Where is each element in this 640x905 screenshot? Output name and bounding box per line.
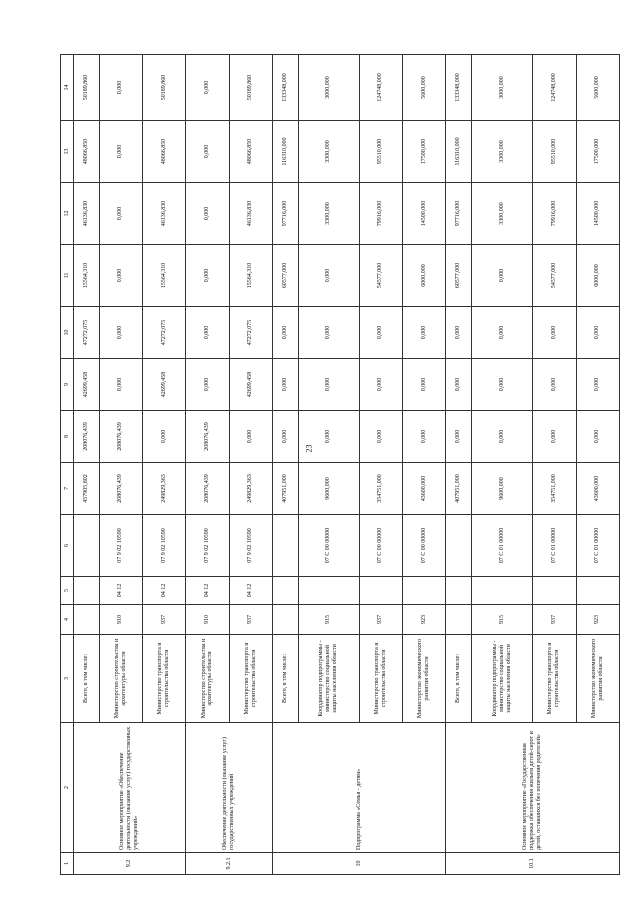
value-cell-c4: 923 [403, 605, 446, 635]
value-cell-c12: 97716,000 [272, 183, 298, 245]
value-cell-c13: 3300,000 [471, 121, 532, 183]
budget-table-rotated [60, 55, 620, 875]
value-cell-c13: 116310,000 [446, 121, 472, 183]
column-number: 1 [61, 853, 74, 875]
value-cell-c7: 9600,000 [471, 463, 532, 515]
value-cell-c10: 0,000 [446, 307, 472, 359]
value-cell-c9: 0,000 [298, 359, 359, 411]
value-cell-c9: 0,000 [576, 359, 620, 411]
executor-cell: Министерство транспорта и строительства области [229, 635, 272, 723]
value-cell-c4: 923 [576, 605, 620, 635]
column-number: 12 [61, 183, 74, 245]
value-cell-c9: 0,000 [186, 359, 229, 411]
column-number: 8 [61, 411, 74, 463]
value-cell-c8: 208076,439 [74, 411, 100, 463]
value-cell-c10: 0,000 [576, 307, 620, 359]
value-cell-c11: 60577,000 [446, 245, 472, 307]
value-cell-c6: 07 С 01 00000 [533, 515, 576, 577]
value-cell-c14: 50189,860 [229, 55, 272, 121]
value-cell-c4 [74, 605, 100, 635]
value-cell-c11: 0,000 [99, 245, 142, 307]
item-name: Основное мероприятие «Обеспечение деятельности (оказание услуг) государственных учреждений» [74, 723, 186, 853]
value-cell-c8: 0,000 [298, 411, 359, 463]
value-cell-c5 [576, 577, 620, 605]
column-number: 6 [61, 515, 74, 577]
table-row [446, 55, 472, 875]
value-cell-c12: 79916,000 [359, 183, 402, 245]
value-cell-c8: 0,000 [446, 411, 472, 463]
value-cell-c4: 910 [186, 605, 229, 635]
value-cell-c8: 0,000 [229, 411, 272, 463]
column-number: 13 [61, 121, 74, 183]
value-cell-c5 [74, 577, 100, 605]
value-cell-c14: 124748,000 [359, 55, 402, 121]
executor-cell: Всего, в том числе: [74, 635, 100, 723]
item-number: 9.2.1 [186, 853, 273, 875]
value-cell-c13: 17500,000 [403, 121, 446, 183]
value-cell-c12: 46136,830 [142, 183, 185, 245]
value-cell-c6 [272, 515, 298, 577]
value-cell-c9: 0,000 [446, 359, 472, 411]
value-cell-c10: 0,000 [298, 307, 359, 359]
executor-cell: Министерство транспорта и строительства области [533, 635, 576, 723]
value-cell-c11: 0,000 [471, 245, 532, 307]
column-number: 7 [61, 463, 74, 515]
column-number: 2 [61, 723, 74, 853]
value-cell-c6 [446, 515, 472, 577]
value-cell-c13: 0,000 [186, 121, 229, 183]
value-cell-c11: 15564,310 [142, 245, 185, 307]
value-cell-c5: 04 12 [186, 577, 229, 605]
value-cell-c4: 937 [359, 605, 402, 635]
value-cell-c11: 54577,000 [533, 245, 576, 307]
value-cell-c13: 3300,000 [298, 121, 359, 183]
value-cell-c9: 0,000 [403, 359, 446, 411]
value-cell-c13: 116310,000 [272, 121, 298, 183]
executor-cell: Всего, в том числе: [446, 635, 472, 723]
value-cell-c8: 208076,439 [99, 411, 142, 463]
column-number: 4 [61, 605, 74, 635]
value-cell-c5 [359, 577, 402, 605]
value-cell-c13: 95510,000 [359, 121, 402, 183]
value-cell-c10: 0,000 [471, 307, 532, 359]
value-cell-c4: 915 [471, 605, 532, 635]
value-cell-c14: 0,000 [99, 55, 142, 121]
table-row [74, 55, 100, 875]
value-cell-c9: 0,000 [533, 359, 576, 411]
page-number: 23 [304, 444, 314, 453]
value-cell-c6: 07 С 00 00000 [359, 515, 402, 577]
value-cell-c4: 937 [533, 605, 576, 635]
column-number: 10 [61, 307, 74, 359]
value-cell-c8: 208076,439 [186, 411, 229, 463]
value-cell-c12: 14500,000 [403, 183, 446, 245]
value-cell-c14: 5600,000 [576, 55, 620, 121]
value-cell-c5 [272, 577, 298, 605]
value-cell-c7: 9600,000 [298, 463, 359, 515]
value-cell-c11: 6000,000 [576, 245, 620, 307]
column-number: 11 [61, 245, 74, 307]
value-cell-c14: 133348,000 [272, 55, 298, 121]
column-number: 14 [61, 55, 74, 121]
table-row [272, 55, 298, 875]
value-cell-c9: 42699,458 [229, 359, 272, 411]
executor-cell: Министерство экономического развития области [576, 635, 620, 723]
value-cell-c6: 07 С 00 00000 [403, 515, 446, 577]
value-cell-c12: 0,000 [186, 183, 229, 245]
value-cell-c4 [272, 605, 298, 635]
column-number: 3 [61, 635, 74, 723]
value-cell-c10: 0,000 [186, 307, 229, 359]
value-cell-c13: 48066,850 [74, 121, 100, 183]
executor-cell: Министерство экономического развития области [403, 635, 446, 723]
value-cell-c11: 0,000 [298, 245, 359, 307]
value-cell-c12: 14500,000 [576, 183, 620, 245]
item-number: 9.2 [74, 853, 186, 875]
value-cell-c10: 0,000 [99, 307, 142, 359]
column-number: 9 [61, 359, 74, 411]
value-cell-c9: 0,000 [99, 359, 142, 411]
value-cell-c9: 42699,458 [142, 359, 185, 411]
executor-cell: Координатор подпрограммы - министерство социальной защиты населения области [298, 635, 359, 723]
value-cell-c7: 249829,363 [229, 463, 272, 515]
executor-cell: Министерство транспорта и строительства области [359, 635, 402, 723]
item-number: 10 [272, 853, 445, 875]
column-number: 5 [61, 577, 74, 605]
value-cell-c4: 910 [99, 605, 142, 635]
value-cell-c7: 407951,000 [446, 463, 472, 515]
value-cell-c10: 0,000 [403, 307, 446, 359]
value-cell-c11: 54577,000 [359, 245, 402, 307]
table-row [186, 55, 229, 875]
value-cell-c7: 354751,000 [359, 463, 402, 515]
value-cell-c11: 60577,000 [272, 245, 298, 307]
item-name: Основное мероприятие «Государственная поддержка обеспечения жильем детей-сирот и детей, оставшихся без попечения родителей» [446, 723, 620, 853]
value-cell-c14: 0,000 [186, 55, 229, 121]
value-cell-c8: 0,000 [533, 411, 576, 463]
item-name: Обеспечение деятельности (оказание услуг) государственных учреждений [186, 723, 273, 853]
value-cell-c7: 249829,363 [142, 463, 185, 515]
value-cell-c12: 3300,000 [298, 183, 359, 245]
value-cell-c10: 47272,075 [229, 307, 272, 359]
value-cell-c10: 0,000 [359, 307, 402, 359]
value-cell-c6: 07 С 01 00000 [471, 515, 532, 577]
value-cell-c7: 208076,439 [99, 463, 142, 515]
executor-cell: Всего, в том числе: [272, 635, 298, 723]
table-body [74, 55, 620, 875]
value-cell-c12: 97716,000 [446, 183, 472, 245]
value-cell-c7: 43600,000 [576, 463, 620, 515]
value-cell-c13: 48066,850 [142, 121, 185, 183]
value-cell-c6: 07 С 01 00000 [576, 515, 620, 577]
value-cell-c5 [446, 577, 472, 605]
value-cell-c12: 46136,830 [74, 183, 100, 245]
value-cell-c7: 457905,802 [74, 463, 100, 515]
value-cell-c7: 208076,439 [186, 463, 229, 515]
column-number-row [61, 55, 74, 875]
value-cell-c10: 0,000 [272, 307, 298, 359]
value-cell-c9: 0,000 [471, 359, 532, 411]
value-cell-c4 [446, 605, 472, 635]
item-number: 10.1 [446, 853, 620, 875]
value-cell-c13: 48066,850 [229, 121, 272, 183]
value-cell-c8: 0,000 [272, 411, 298, 463]
value-cell-c6: 07 9 02 10590 [229, 515, 272, 577]
value-cell-c8: 0,000 [142, 411, 185, 463]
value-cell-c6 [74, 515, 100, 577]
value-cell-c5: 04 12 [229, 577, 272, 605]
value-cell-c11: 15564,310 [229, 245, 272, 307]
value-cell-c14: 50189,860 [142, 55, 185, 121]
value-cell-c13: 17500,000 [576, 121, 620, 183]
value-cell-c5 [298, 577, 359, 605]
value-cell-c12: 46136,830 [229, 183, 272, 245]
value-cell-c6: 07 9 02 10590 [186, 515, 229, 577]
value-cell-c11: 0,000 [186, 245, 229, 307]
value-cell-c14: 3000,000 [298, 55, 359, 121]
value-cell-c8: 0,000 [471, 411, 532, 463]
value-cell-c4: 937 [142, 605, 185, 635]
executor-cell: Министерство транспорта и строительства области [142, 635, 185, 723]
value-cell-c14: 133348,000 [446, 55, 472, 121]
value-cell-c6: 07 С 00 00000 [298, 515, 359, 577]
executor-cell: Министерство строительства и архитектуры области [186, 635, 229, 723]
value-cell-c10: 47272,075 [74, 307, 100, 359]
value-cell-c10: 47272,075 [142, 307, 185, 359]
value-cell-c11: 6000,000 [403, 245, 446, 307]
value-cell-c9: 42699,458 [74, 359, 100, 411]
value-cell-c7: 43600,000 [403, 463, 446, 515]
item-name: Подпрограмма «Семья - детям» [272, 723, 445, 853]
value-cell-c10: 0,000 [533, 307, 576, 359]
executor-cell: Министерство строительства и архитектуры области [99, 635, 142, 723]
budget-table [60, 54, 620, 875]
value-cell-c12: 79916,000 [533, 183, 576, 245]
value-cell-c12: 0,000 [99, 183, 142, 245]
value-cell-c5 [403, 577, 446, 605]
value-cell-c9: 0,000 [272, 359, 298, 411]
value-cell-c7: 407951,000 [272, 463, 298, 515]
value-cell-c14: 5600,000 [403, 55, 446, 121]
value-cell-c8: 0,000 [403, 411, 446, 463]
value-cell-c14: 124748,000 [533, 55, 576, 121]
value-cell-c4: 937 [229, 605, 272, 635]
value-cell-c12: 3300,000 [471, 183, 532, 245]
value-cell-c5: 04 12 [99, 577, 142, 605]
value-cell-c13: 95510,000 [533, 121, 576, 183]
value-cell-c6: 07 9 02 10590 [142, 515, 185, 577]
value-cell-c14: 3000,000 [471, 55, 532, 121]
executor-cell: Координатор подпрограммы - министерство социальной защиты населения области [471, 635, 532, 723]
value-cell-c5 [471, 577, 532, 605]
value-cell-c7: 354751,000 [533, 463, 576, 515]
value-cell-c5 [533, 577, 576, 605]
value-cell-c8: 0,000 [576, 411, 620, 463]
value-cell-c14: 50189,860 [74, 55, 100, 121]
value-cell-c6: 07 9 02 10590 [99, 515, 142, 577]
value-cell-c11: 15564,310 [74, 245, 100, 307]
value-cell-c13: 0,000 [99, 121, 142, 183]
value-cell-c4: 915 [298, 605, 359, 635]
value-cell-c9: 0,000 [359, 359, 402, 411]
value-cell-c8: 0,000 [359, 411, 402, 463]
value-cell-c5: 04 12 [142, 577, 185, 605]
